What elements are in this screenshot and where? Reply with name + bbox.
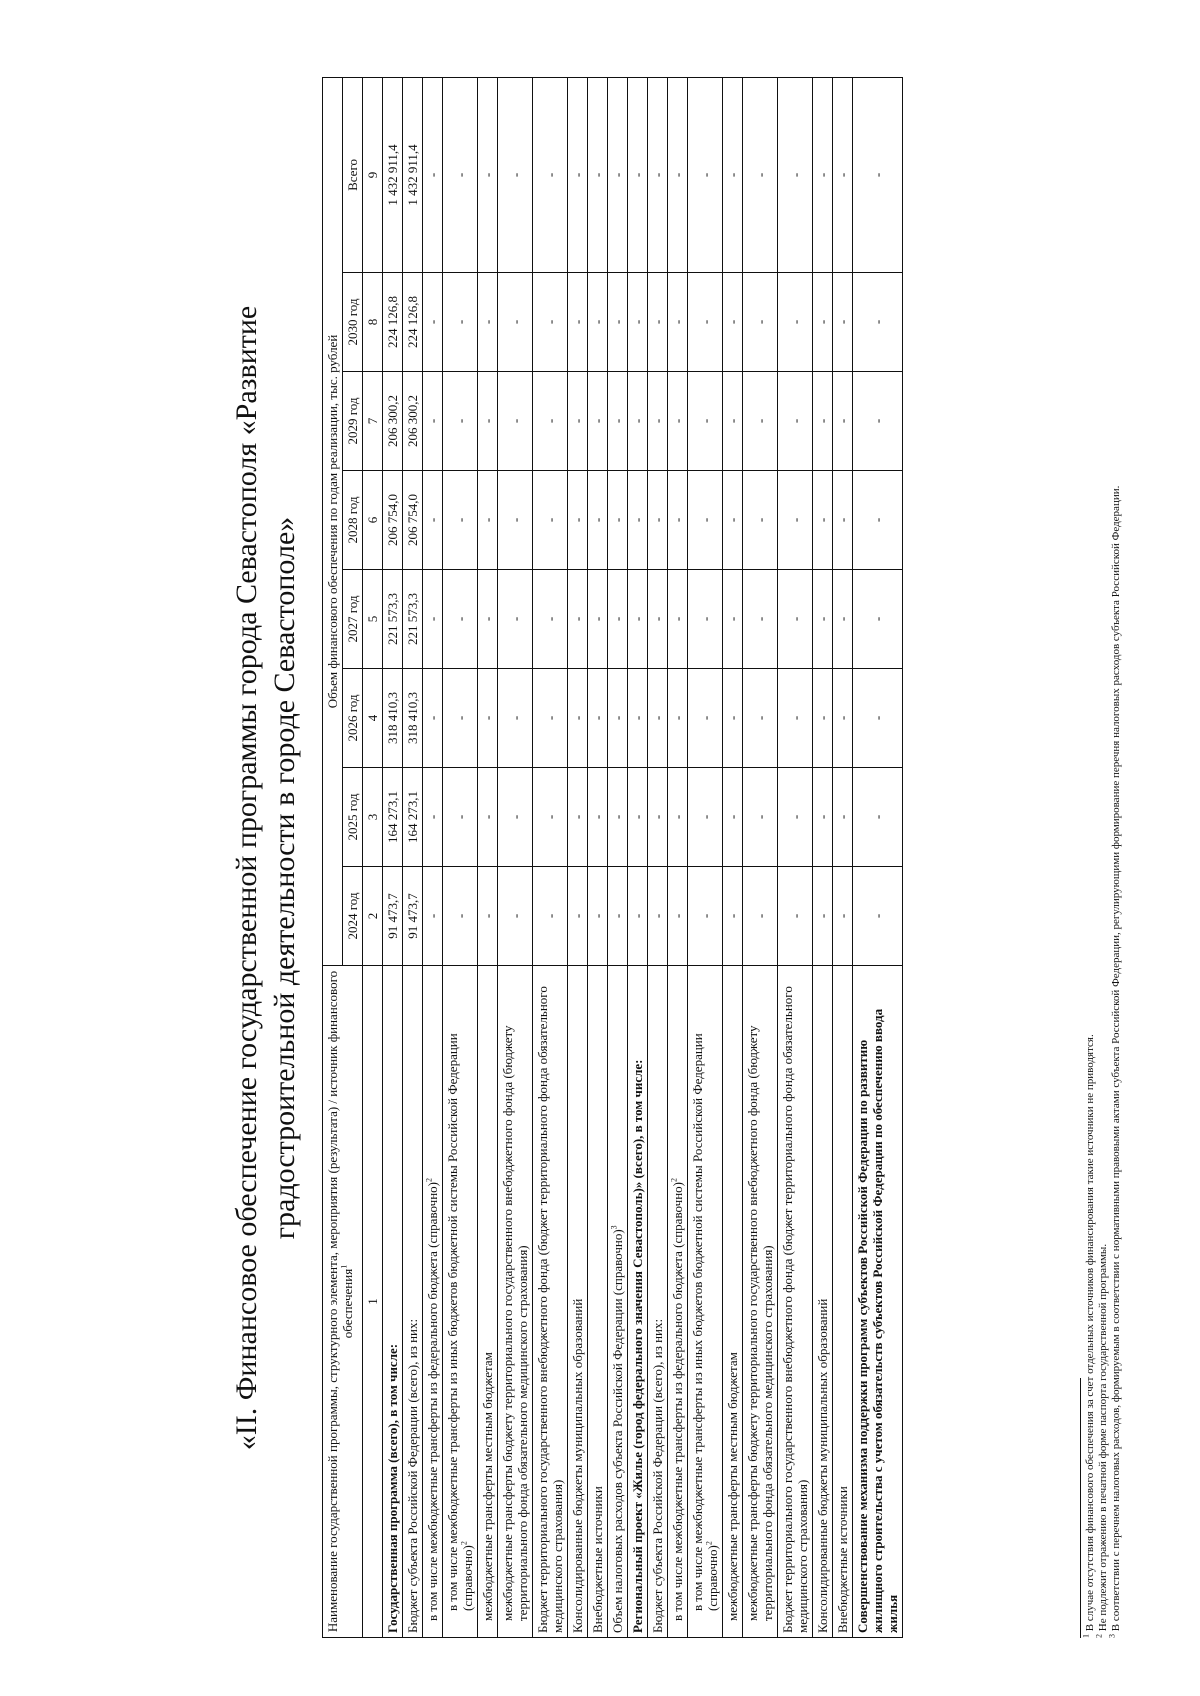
table-row (423, 77, 443, 1637)
value-cell: - (648, 273, 668, 372)
value-cell: - (668, 273, 688, 372)
row-label: Совершенствование механизма поддержки программ субъектов Российской Федерации по развитию жилищного строительства с учетом обязательств субъектов Российской Федерации по обеспечению ввода жилья (853, 966, 903, 1638)
value-cell: - (813, 669, 833, 768)
col-number: 1 (363, 966, 383, 1638)
value-cell: - (478, 273, 498, 372)
table-row (383, 77, 403, 1637)
table-row (588, 77, 608, 1637)
value-cell: - (478, 77, 498, 272)
value-cell: - (423, 372, 443, 471)
footnote: $^2$ Не подлежит отражению в печатной форме паспорта государственной программы. (1094, 1243, 1109, 1638)
value-cell: 318 410,3 (403, 669, 423, 768)
value-cell: - (533, 570, 568, 669)
value-cell: - (688, 273, 723, 372)
value-cell: - (688, 372, 723, 471)
row-label: Бюджет территориального государственного внебюджетного фонда (бюджет территориального фонда обязательного медицинского страхования) (533, 966, 568, 1638)
value-cell: 318 410,3 (383, 669, 403, 768)
footnote: $^1$ В случае отсутствия финансового обеспечения за счет отдельных источников финансирования такие источники не приводятся. (1081, 1034, 1096, 1638)
value-cell: - (533, 273, 568, 372)
row-label: межбюджетные трансферты местным бюджетам (478, 966, 498, 1638)
value-cell: - (688, 471, 723, 570)
value-cell: - (833, 570, 853, 669)
value-cell: - (688, 768, 723, 867)
value-cell: - (443, 372, 478, 471)
value-cell: - (423, 570, 443, 669)
value-cell: - (608, 867, 628, 966)
value-cell: - (628, 372, 648, 471)
table-row (533, 77, 568, 1637)
value-cell: - (723, 570, 743, 669)
value-cell: - (568, 273, 588, 372)
value-cell: - (608, 77, 628, 272)
value-cell: - (443, 77, 478, 272)
value-cell: - (743, 372, 778, 471)
col-number: 9 (363, 77, 383, 272)
value-cell: - (688, 570, 723, 669)
header-total: Всего (343, 77, 363, 272)
value-cell: - (743, 273, 778, 372)
value-cell: - (498, 768, 533, 867)
value-cell: 206 300,2 (403, 372, 423, 471)
value-cell: - (588, 768, 608, 867)
value-cell: - (423, 768, 443, 867)
header-year: 2024 год (343, 867, 363, 966)
value-cell: - (628, 768, 648, 867)
value-cell: - (628, 867, 648, 966)
value-cell: - (743, 471, 778, 570)
value-cell: - (568, 471, 588, 570)
row-label: Внебюджетные источники (833, 966, 853, 1638)
value-cell: - (813, 77, 833, 272)
header-year: 2025 год (343, 768, 363, 867)
header-year: 2026 год (343, 669, 363, 768)
value-cell: - (743, 669, 778, 768)
value-cell: - (478, 867, 498, 966)
document-title (228, 138, 304, 1618)
row-label: Бюджет территориального государственного внебюджетного фонда (бюджет территориального фонда обязательного медицинского страхования) (778, 966, 813, 1638)
value-cell: - (498, 77, 533, 272)
value-cell: 164 273,1 (403, 768, 423, 867)
value-cell: - (533, 372, 568, 471)
value-cell: - (853, 372, 903, 471)
value-cell: - (423, 867, 443, 966)
table-row (723, 77, 743, 1637)
value-cell: - (778, 669, 813, 768)
value-cell: - (833, 867, 853, 966)
value-cell: - (423, 471, 443, 570)
value-cell: - (688, 77, 723, 272)
value-cell: - (443, 768, 478, 867)
table-row (833, 77, 853, 1637)
header-year: 2029 год (343, 372, 363, 471)
row-label: в том числе межбюджетные трансферты из федерального бюджета (справочно)$^2$ (668, 966, 688, 1638)
value-cell: - (568, 570, 588, 669)
row-label: Бюджет субъекта Российской Федерации (всего), из них: (403, 966, 423, 1638)
value-cell: - (813, 372, 833, 471)
value-cell: - (723, 867, 743, 966)
value-cell: - (668, 372, 688, 471)
value-cell: - (853, 768, 903, 867)
value-cell: - (588, 570, 608, 669)
value-cell: 206 300,2 (383, 372, 403, 471)
value-cell: - (443, 471, 478, 570)
table-row (403, 77, 423, 1637)
value-cell: - (833, 471, 853, 570)
value-cell: - (588, 471, 608, 570)
table-row (688, 77, 723, 1637)
value-cell: - (833, 372, 853, 471)
value-cell: - (533, 867, 568, 966)
table-row (668, 77, 688, 1637)
value-cell: - (608, 768, 628, 867)
value-cell: - (853, 273, 903, 372)
value-cell: - (668, 669, 688, 768)
value-cell: - (443, 273, 478, 372)
value-cell: - (743, 867, 778, 966)
row-label: Государственная программа (всего), в том числе: (383, 966, 403, 1638)
row-label: Бюджет субъекта Российской Федерации (всего), из них: (648, 966, 668, 1638)
value-cell: 1 432 911,4 (403, 77, 423, 272)
value-cell: - (423, 77, 443, 272)
table-row (568, 77, 588, 1637)
table-row (778, 77, 813, 1637)
value-cell: - (628, 570, 648, 669)
value-cell: - (608, 570, 628, 669)
value-cell: - (778, 471, 813, 570)
row-label: Объем налоговых расходов субъекта Российской Федерации (справочно)$^3$ (608, 966, 628, 1638)
value-cell: - (568, 669, 588, 768)
value-cell: - (608, 273, 628, 372)
value-cell: - (778, 768, 813, 867)
col-number: 8 (363, 273, 383, 372)
financing-table (322, 77, 903, 1638)
col-number: 5 (363, 570, 383, 669)
table-row (478, 77, 498, 1637)
value-cell: - (498, 273, 533, 372)
value-cell: - (723, 273, 743, 372)
value-cell: - (723, 372, 743, 471)
value-cell: - (498, 867, 533, 966)
table-row (498, 77, 533, 1637)
value-cell: - (608, 372, 628, 471)
header-year: 2030 год (343, 273, 363, 372)
table-row (628, 77, 648, 1637)
value-cell: - (588, 77, 608, 272)
col-number: 2 (363, 867, 383, 966)
value-cell: - (648, 471, 668, 570)
value-cell: - (853, 867, 903, 966)
value-cell: - (778, 372, 813, 471)
value-cell: - (628, 471, 648, 570)
value-cell: - (568, 768, 588, 867)
value-cell: - (423, 669, 443, 768)
table-row (743, 77, 778, 1637)
value-cell: - (723, 471, 743, 570)
row-label: Консолидированные бюджеты муниципальных образований (813, 966, 833, 1638)
value-cell: 206 754,0 (403, 471, 423, 570)
value-cell: - (853, 570, 903, 669)
value-cell: - (568, 867, 588, 966)
value-cell: - (478, 570, 498, 669)
header-name-col: Наименование государственной программы, структурного элемента, мероприятия (результата) / источник финансового обеспечения$^1$ (323, 966, 363, 1638)
footnote-divider (1080, 1378, 1081, 1638)
value-cell: - (628, 669, 648, 768)
row-label: в том числе межбюджетные трансферты из иных бюджетов бюджетной системы Российской Федерации (справочно)$^2$ (443, 966, 478, 1638)
row-label: в том числе межбюджетные трансферты из федерального бюджета (справочно)$^2$ (423, 966, 443, 1638)
value-cell: 221 573,3 (403, 570, 423, 669)
value-cell: - (723, 768, 743, 867)
table-row (813, 77, 833, 1637)
value-cell: - (423, 273, 443, 372)
value-cell: - (668, 570, 688, 669)
value-cell: - (688, 669, 723, 768)
value-cell: - (648, 570, 668, 669)
value-cell: - (813, 867, 833, 966)
col-number: 4 (363, 669, 383, 768)
value-cell: - (833, 768, 853, 867)
header-year: 2027 год (343, 570, 363, 669)
row-label: Консолидированные бюджеты муниципальных образований (568, 966, 588, 1638)
value-cell: - (668, 768, 688, 867)
value-cell: - (648, 669, 668, 768)
row-label: межбюджетные трансферты бюджету территориального государственного внебюджетного фонда (бюджету территориального фонда обязательного медицинского страхования) (743, 966, 778, 1638)
title-line-1: «II. Финансовое обеспечение государственной программы города Севастополя «Развитие (230, 305, 263, 1451)
value-cell: 91 473,7 (403, 867, 423, 966)
value-cell: - (533, 768, 568, 867)
value-cell: - (648, 77, 668, 272)
value-cell: - (443, 570, 478, 669)
header-group: Объем финансового обеспечения по годам реализации, тыс. рублей (323, 77, 343, 965)
value-cell: - (778, 867, 813, 966)
rotated-document-page (50, 18, 1150, 1678)
header-row-numbers (363, 77, 383, 1637)
value-cell: - (498, 570, 533, 669)
value-cell: - (813, 273, 833, 372)
value-cell: - (628, 273, 648, 372)
value-cell: - (478, 669, 498, 768)
value-cell: - (778, 570, 813, 669)
value-cell: - (478, 372, 498, 471)
value-cell: - (443, 867, 478, 966)
value-cell: 1 432 911,4 (383, 77, 403, 272)
value-cell: - (568, 372, 588, 471)
value-cell: - (588, 372, 608, 471)
value-cell: - (588, 273, 608, 372)
value-cell: - (813, 471, 833, 570)
value-cell: - (688, 867, 723, 966)
table-row (608, 77, 628, 1637)
value-cell: - (443, 669, 478, 768)
table-body (383, 77, 903, 1637)
header-year: 2028 год (343, 471, 363, 570)
value-cell: - (778, 273, 813, 372)
value-cell: 224 126,8 (383, 273, 403, 372)
table-row (853, 77, 903, 1637)
value-cell: 224 126,8 (403, 273, 423, 372)
value-cell: - (853, 471, 903, 570)
footnotes (1080, 78, 1123, 1638)
value-cell: - (668, 471, 688, 570)
value-cell: - (833, 77, 853, 272)
value-cell: - (648, 372, 668, 471)
value-cell: - (628, 77, 648, 272)
value-cell: - (608, 669, 628, 768)
value-cell: - (743, 768, 778, 867)
value-cell: - (778, 77, 813, 272)
value-cell: 164 273,1 (383, 768, 403, 867)
value-cell: - (668, 867, 688, 966)
value-cell: - (813, 768, 833, 867)
value-cell: - (588, 867, 608, 966)
value-cell: 221 573,3 (383, 570, 403, 669)
footnote: $^3$ В соответствии с перечнем налоговых расходов, формируемым в соответствии с нормативными правовыми актами субъекта Российской Федерации, регулирующими формирование перечня налоговых расходов субъекта Российской Федерации. (1107, 485, 1122, 1638)
row-label: в том числе межбюджетные трансферты из иных бюджетов бюджетной системы Российской Федерации (справочно)$^2$ (688, 966, 723, 1638)
value-cell: - (568, 77, 588, 272)
value-cell: - (533, 669, 568, 768)
value-cell: - (723, 669, 743, 768)
title-line-2: градостроительной деятельности в городе Севастополе» (268, 516, 301, 1240)
value-cell: - (608, 471, 628, 570)
value-cell: - (853, 77, 903, 272)
value-cell: - (588, 669, 608, 768)
table-row (648, 77, 668, 1637)
value-cell: - (743, 77, 778, 272)
row-label: Региональный проект «Жилье (город федерального значения Севастополь)» (всего), в том числе: (628, 966, 648, 1638)
row-label: межбюджетные трансферты местным бюджетам (723, 966, 743, 1638)
value-cell: - (723, 77, 743, 272)
table-row (443, 77, 478, 1637)
value-cell: - (833, 273, 853, 372)
value-cell: - (668, 77, 688, 272)
value-cell: - (813, 570, 833, 669)
value-cell: - (853, 669, 903, 768)
value-cell: - (533, 77, 568, 272)
value-cell: - (648, 768, 668, 867)
value-cell: - (743, 570, 778, 669)
value-cell: - (498, 669, 533, 768)
value-cell: - (648, 867, 668, 966)
row-label: Внебюджетные источники (588, 966, 608, 1638)
value-cell: - (833, 669, 853, 768)
col-number: 6 (363, 471, 383, 570)
value-cell: - (478, 471, 498, 570)
value-cell: - (478, 768, 498, 867)
value-cell: 91 473,7 (383, 867, 403, 966)
col-number: 7 (363, 372, 383, 471)
value-cell: - (498, 471, 533, 570)
header-row-1 (323, 77, 343, 1637)
value-cell: - (498, 372, 533, 471)
value-cell: - (533, 471, 568, 570)
row-label: межбюджетные трансферты бюджету территориального государственного внебюджетного фонда (бюджету территориального фонда обязательного медицинского страхования) (498, 966, 533, 1638)
col-number: 3 (363, 768, 383, 867)
value-cell: 206 754,0 (383, 471, 403, 570)
